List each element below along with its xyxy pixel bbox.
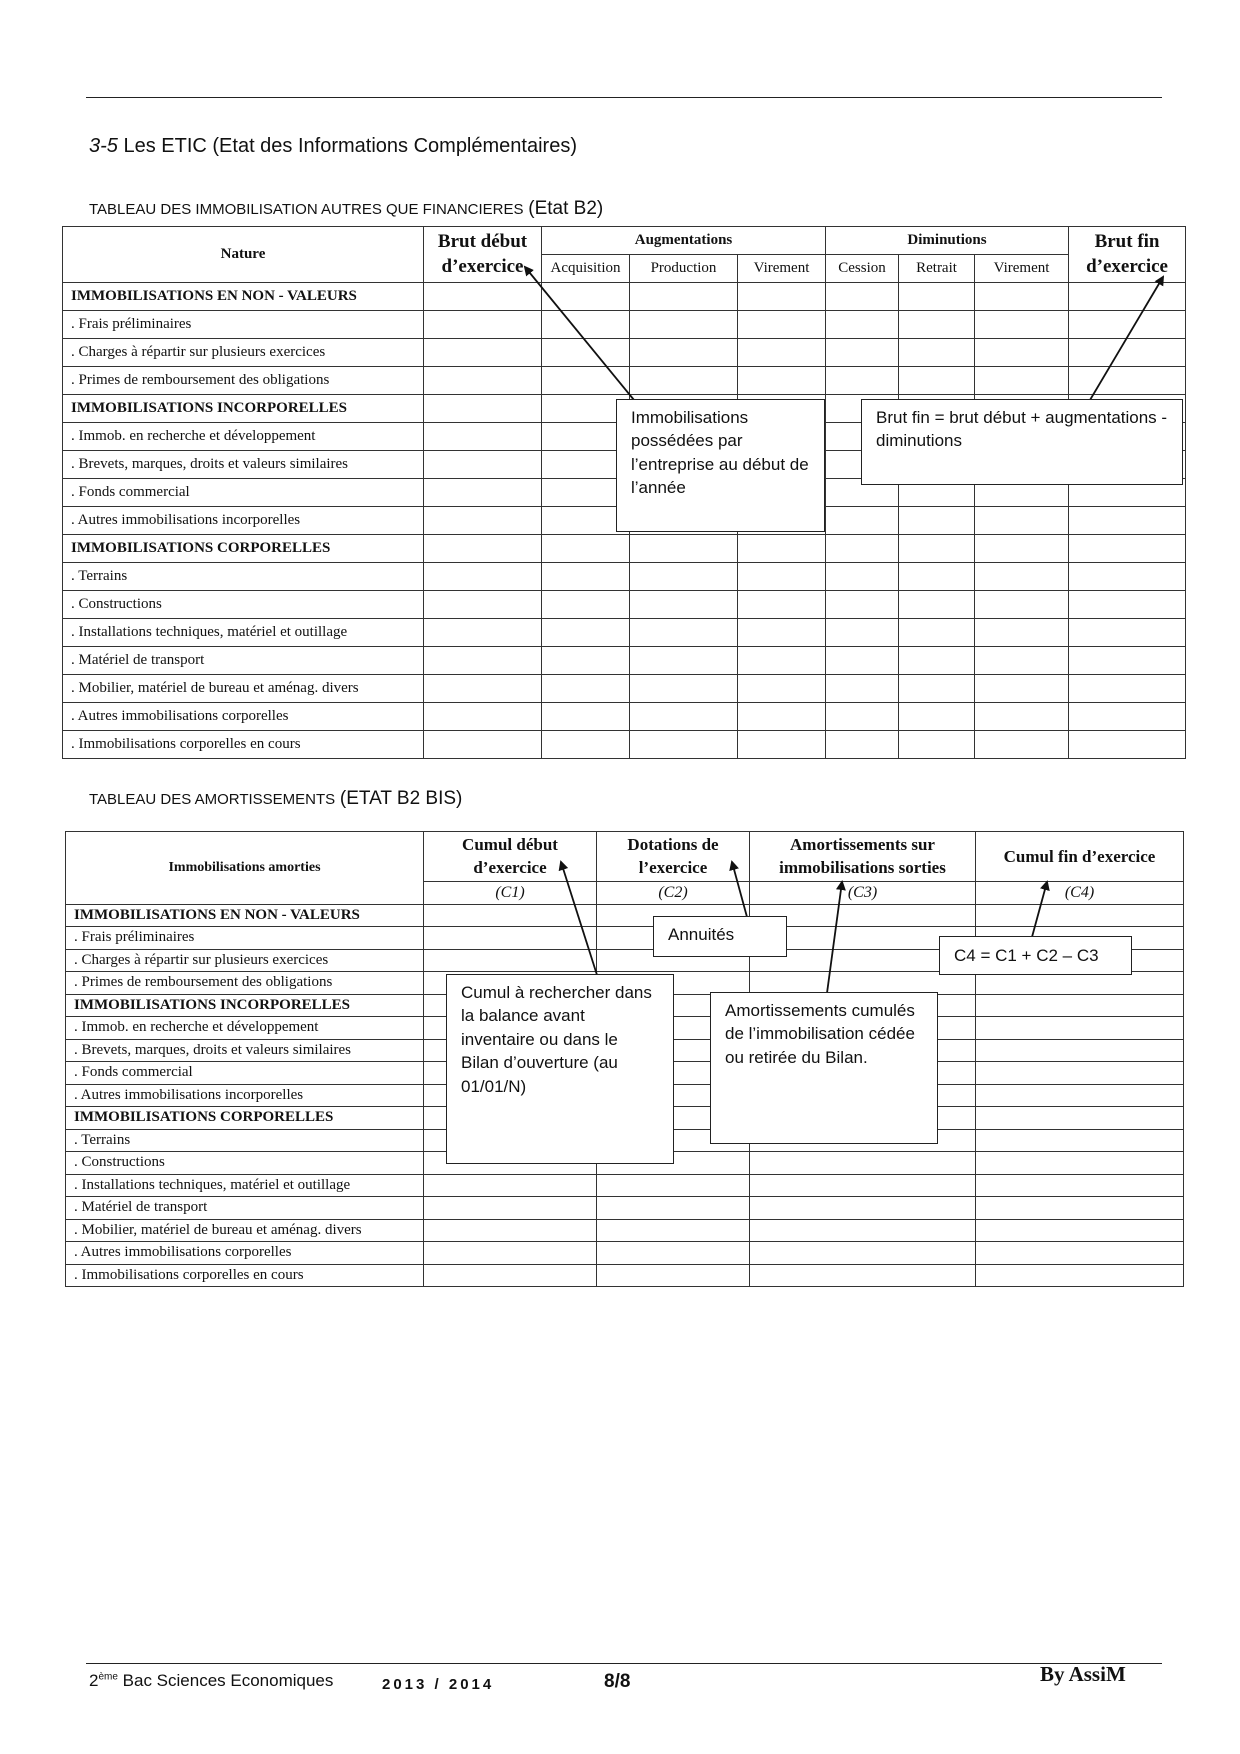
table2-title-caps: TABLEAU DES AMORTISSEMENTS xyxy=(89,791,336,808)
table2-title-suffix: (ETAT B2 BIS) xyxy=(339,788,463,809)
row-label: . Installations techniques, matériel et outillage xyxy=(66,1174,424,1197)
row-label: . Terrains xyxy=(63,563,424,591)
header-dotations: Dotations de l’exercice xyxy=(597,832,750,882)
row-label: . Constructions xyxy=(63,591,424,619)
arrow-amort-sorties xyxy=(827,882,842,993)
row-label: . Primes de remboursement des obligations xyxy=(63,367,424,395)
footer-author: By AssiM xyxy=(1040,1662,1126,1686)
row-label: . Autres immobilisations corporelles xyxy=(63,703,424,731)
row-label: . Immobilisations corporelles en cours xyxy=(66,1264,424,1287)
row-label: . Fonds commercial xyxy=(66,1062,424,1085)
header-virement-augmentation: Virement xyxy=(738,255,826,283)
row-label: . Matériel de transport xyxy=(63,647,424,675)
row-label: . Frais préliminaires xyxy=(66,927,424,950)
callout-brut-debut: Immobilisations possédées par l’entreprise au début de l’année xyxy=(616,399,825,532)
footer-level-text: Bac Sciences Economiques xyxy=(122,1671,334,1690)
header-acquisition: Acquisition xyxy=(542,255,630,283)
row-group-label: IMMOBILISATIONS CORPORELLES xyxy=(66,1107,424,1130)
row-label: . Autres immobilisations incorporelles xyxy=(63,507,424,535)
arrow-brut-debut xyxy=(525,267,634,400)
header-nature: Nature xyxy=(63,227,424,283)
section-heading: Les ETIC (Etat des Informations Complémentaires) xyxy=(123,135,577,157)
header-brut-debut: Brut début d’exercice xyxy=(424,227,542,283)
row-label: . Installations techniques, matériel et outillage xyxy=(63,619,424,647)
callout-annuites: Annuités xyxy=(653,916,787,957)
header-production: Production xyxy=(630,255,738,283)
row-label: . Frais préliminaires xyxy=(63,311,424,339)
header-amort-sorties: Amortissements sur immobilisations sorties xyxy=(750,832,976,882)
footer-year: 2013 / 2014 xyxy=(382,1676,495,1693)
header-immobilisations-amorties: Immobilisations amorties xyxy=(66,832,424,905)
header-augmentations: Augmentations xyxy=(542,227,826,255)
header-cession: Cession xyxy=(826,255,899,283)
row-label: . Charges à répartir sur plusieurs exercices xyxy=(63,339,424,367)
arrow-cumul-debut xyxy=(561,862,597,975)
row-label: . Autres immobilisations corporelles xyxy=(66,1242,424,1265)
row-label: . Primes de remboursement des obligations xyxy=(66,972,424,995)
row-label: . Mobilier, matériel de bureau et aménag. divers xyxy=(66,1219,424,1242)
row-group-label: IMMOBILISATIONS INCORPORELLES xyxy=(63,395,424,423)
header-cumul-debut: Cumul début d’exercice xyxy=(424,832,597,882)
row-label: . Terrains xyxy=(66,1129,424,1152)
row-label: . Immob. en recherche et développement xyxy=(63,423,424,451)
row-group-label: IMMOBILISATIONS INCORPORELLES xyxy=(66,994,424,1017)
callout-brut-fin: Brut fin = brut début + augmentations - diminutions xyxy=(861,399,1183,485)
header-retrait: Retrait xyxy=(899,255,975,283)
row-label: . Immob. en recherche et développement xyxy=(66,1017,424,1040)
bottom-rule xyxy=(86,1663,1162,1664)
header-virement-diminution: Virement xyxy=(975,255,1069,283)
callout-formula: C4 = C1 + C2 – C3 xyxy=(939,936,1132,975)
row-label: . Fonds commercial xyxy=(63,479,424,507)
arrow-dotations xyxy=(732,862,747,917)
row-group-label: IMMOBILISATIONS EN NON - VALEURS xyxy=(66,904,424,927)
table1-title-caps: TABLEAU DES IMMOBILISATION AUTRES QUE FINANCIERES xyxy=(89,201,524,218)
row-group-label: IMMOBILISATIONS EN NON - VALEURS xyxy=(63,283,424,311)
header-c4: (C4) xyxy=(976,882,1184,905)
footer-level-prefix: 2 xyxy=(89,1671,99,1690)
header-c3: (C3) xyxy=(750,882,976,905)
row-label: . Brevets, marques, droits et valeurs similaires xyxy=(63,451,424,479)
header-brut-fin: Brut fin d’exercice xyxy=(1069,227,1186,283)
arrow-brut-fin xyxy=(1090,277,1163,400)
row-group-label: IMMOBILISATIONS CORPORELLES xyxy=(63,535,424,563)
footer-page-number: 8/8 xyxy=(604,1671,631,1692)
header-cumul-fin: Cumul fin d’exercice xyxy=(976,832,1184,882)
section-number: 3-5 xyxy=(89,135,118,157)
row-label: . Autres immobilisations incorporelles xyxy=(66,1084,424,1107)
row-label: . Constructions xyxy=(66,1152,424,1175)
row-label: . Brevets, marques, droits et valeurs similaires xyxy=(66,1039,424,1062)
row-label: . Matériel de transport xyxy=(66,1197,424,1220)
callout-amort-sorties: Amortissements cumulés de l’immobilisation cédée ou retirée du Bilan. xyxy=(710,992,938,1144)
arrow-cumul-fin xyxy=(1032,882,1047,937)
header-c2: (C2) xyxy=(597,882,750,905)
footer-level-sup: ème xyxy=(98,1671,118,1683)
header-diminutions: Diminutions xyxy=(826,227,1069,255)
header-c1: (C1) xyxy=(424,882,597,905)
footer-level xyxy=(89,1671,333,1691)
row-label: . Mobilier, matériel de bureau et aménag. divers xyxy=(63,675,424,703)
row-label: . Immobilisations corporelles en cours xyxy=(63,731,424,759)
row-label: . Charges à répartir sur plusieurs exercices xyxy=(66,949,424,972)
callout-cumul-debut: Cumul à rechercher dans la balance avant inventaire ou dans le Bilan d’ouverture (au 01/01/N) xyxy=(446,974,674,1164)
table1-title-suffix: (Etat B2) xyxy=(528,198,604,219)
